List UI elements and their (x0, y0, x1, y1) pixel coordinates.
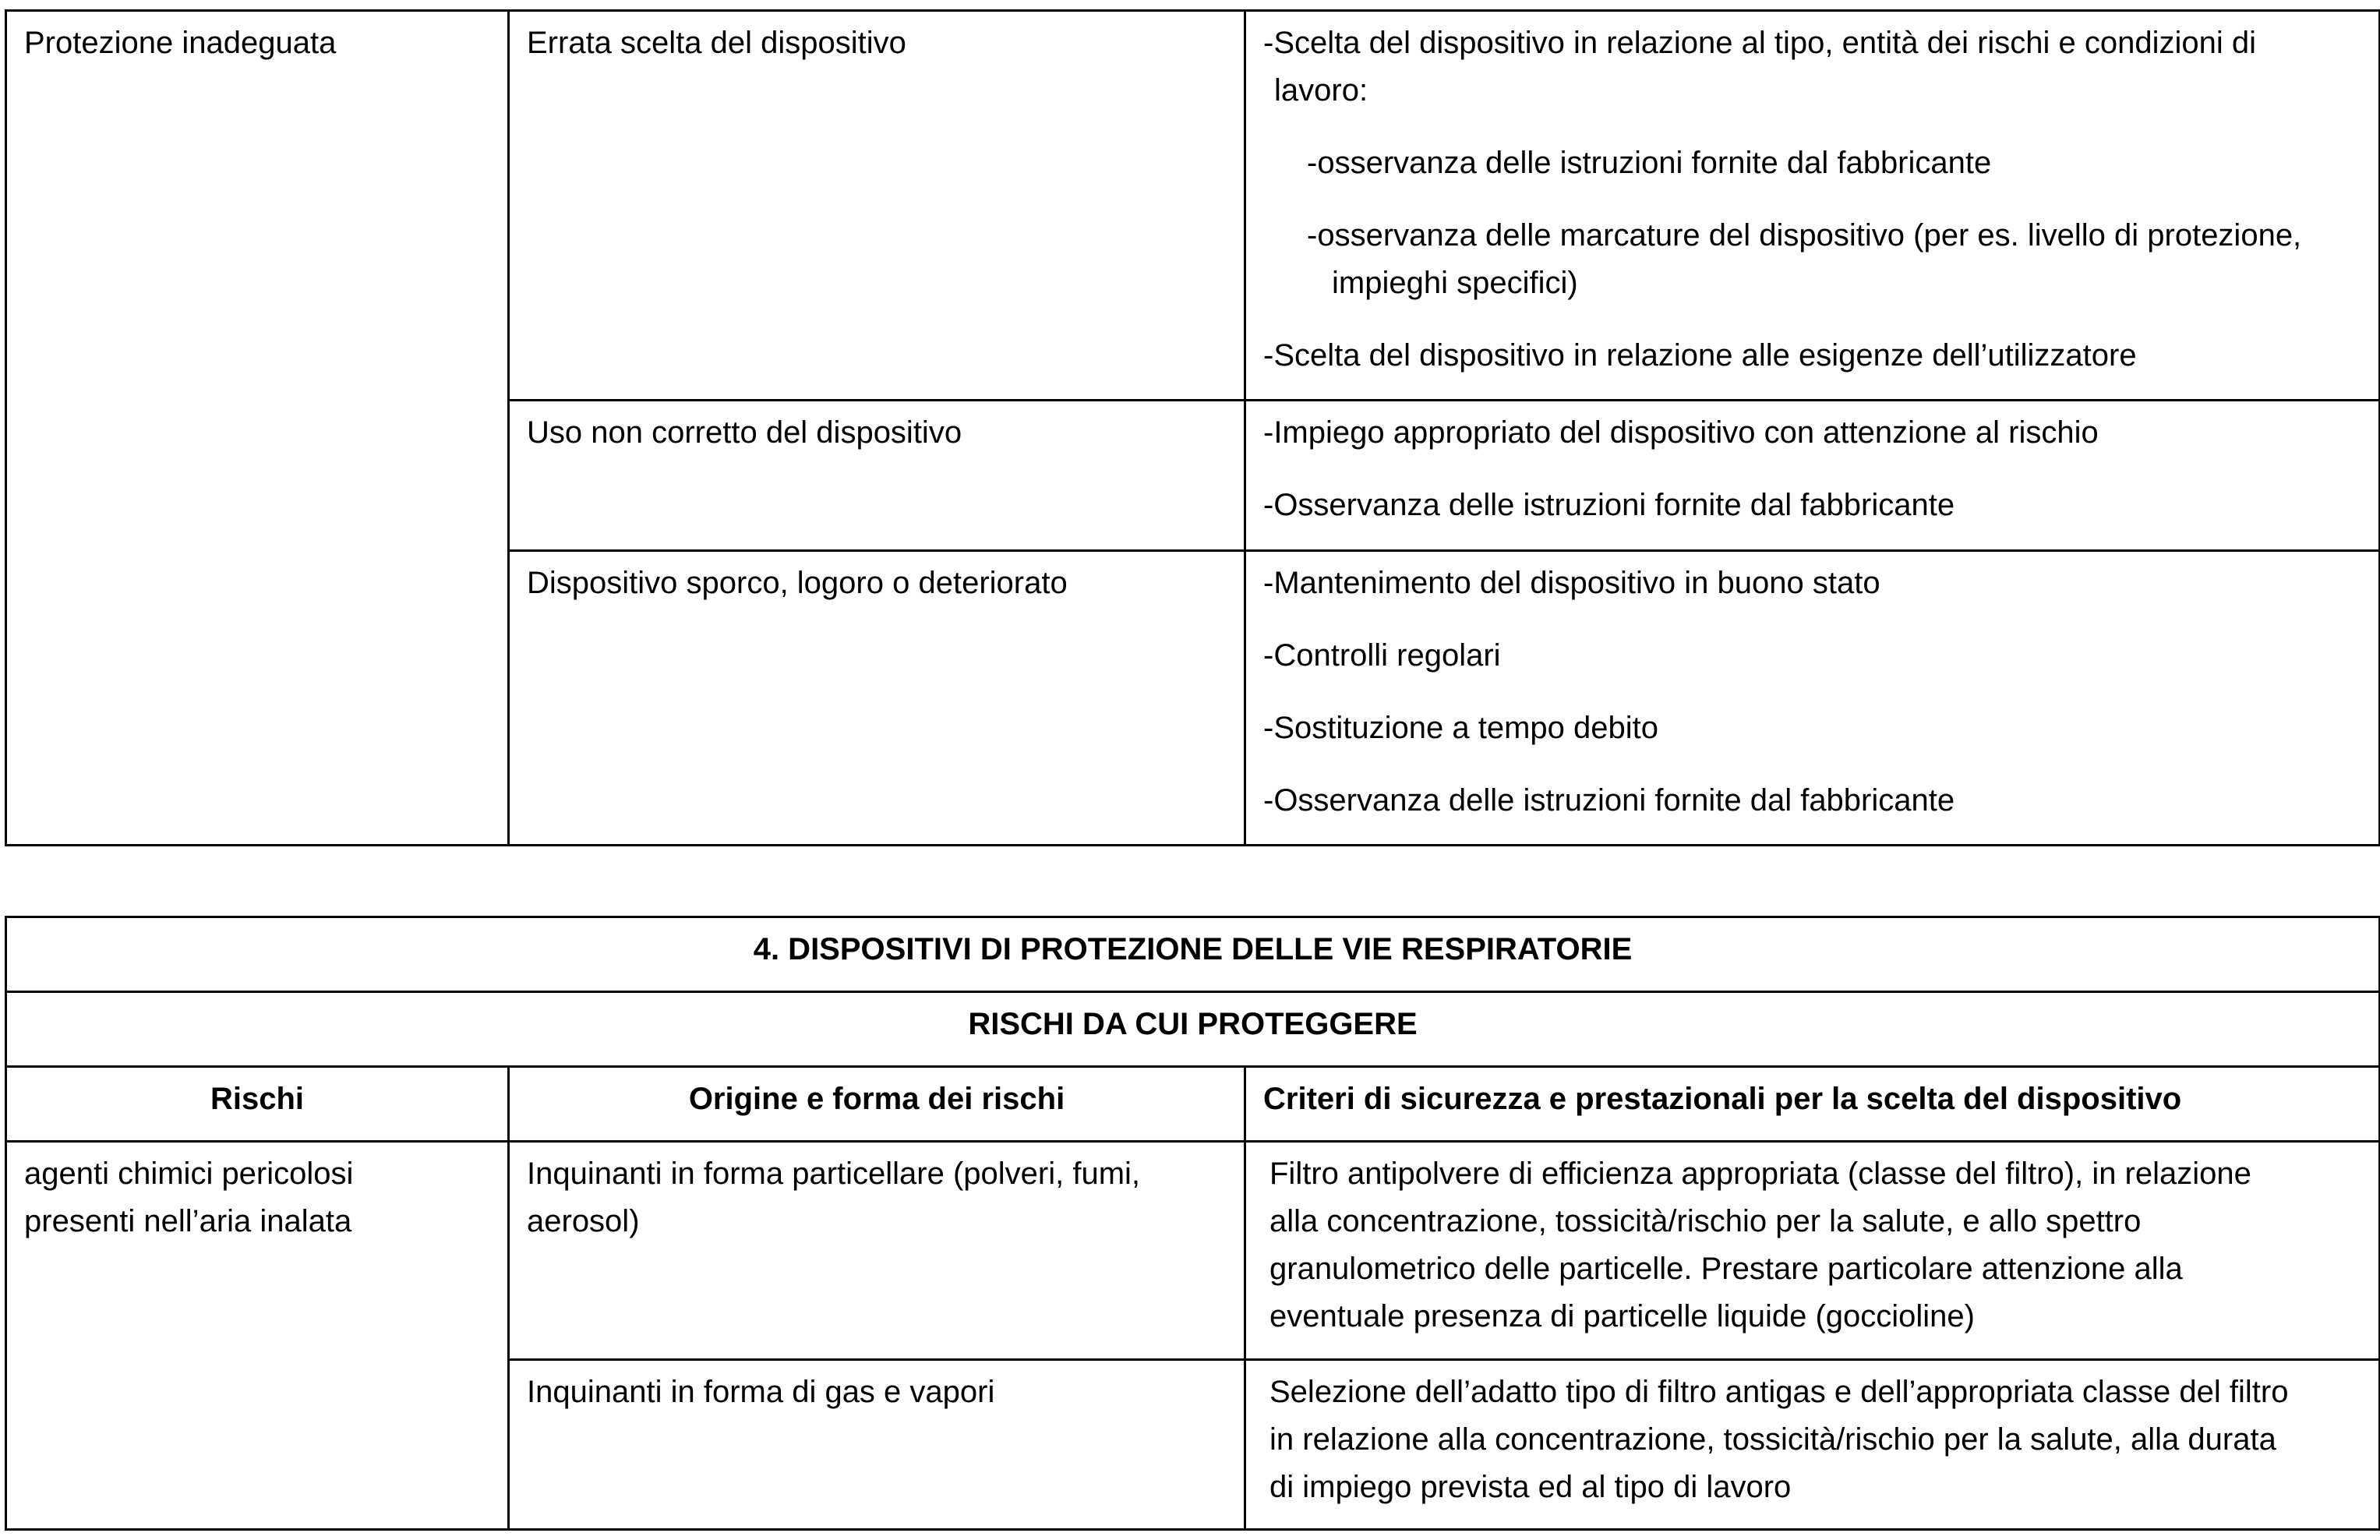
origin-text: Uso non corretto del dispositivo (527, 415, 962, 450)
origin-text: aerosol) (527, 1204, 640, 1238)
criteria-line: -osservanza delle istruzioni fornite dal fabbricante (1307, 146, 1992, 180)
origin-text: Dispositivo sporco, logoro o deteriorato (527, 566, 1068, 600)
column-header-row (6, 1067, 2380, 1142)
column-header-origin: Origine e forma dei rischi (509, 1067, 1245, 1142)
table-title-row (6, 917, 2380, 992)
origin-cell (509, 1142, 1245, 1360)
criteria-line: eventuale presenza di particelle liquide (goccioline) (1269, 1299, 1975, 1333)
criteria-line: di impiego prevista ed al tipo di lavoro (1269, 1470, 1792, 1504)
risk-text: agenti chimici pericolosi (24, 1157, 354, 1191)
table-row (6, 11, 2380, 401)
origin-cell (509, 551, 1245, 846)
column-header-risks: Rischi (6, 1067, 509, 1142)
criteria-line: -Impiego appropriato del dispositivo con attenzione al rischio (1263, 415, 2099, 450)
risk-cell (6, 11, 509, 846)
criteria-cell (1245, 551, 2380, 846)
risk-text: Protezione inadeguata (24, 26, 337, 60)
risk-cell (6, 1142, 509, 1530)
criteria-line: in relazione alla concentrazione, tossicità/rischio per la salute, alla durata (1269, 1422, 2276, 1457)
criteria-cell (1245, 401, 2380, 551)
column-header-criteria: Criteri di sicurezza e prestazionali per la scelta del dispositivo (1245, 1067, 2380, 1142)
section-title: 4. DISPOSITIVI DI PROTEZIONE DELLE VIE RESPIRATORIE (6, 917, 2380, 992)
origin-text: Errata scelta del dispositivo (527, 26, 906, 60)
respiratory-protection-table (5, 916, 2380, 1531)
criteria-cell (1245, 11, 2380, 401)
criteria-line: -Osservanza delle istruzioni fornite dal fabbricante (1263, 783, 1955, 818)
criteria-line: -Controlli regolari (1263, 638, 1501, 673)
criteria-line: lavoro: (1274, 73, 1368, 108)
origin-text: Inquinanti in forma particellare (polveri, fumi, (527, 1157, 1141, 1191)
criteria-line: granulometrico delle particelle. Prestare particolare attenzione alla (1269, 1252, 2183, 1286)
criteria-line: -Scelta del dispositivo in relazione alle esigenze dell’utilizzatore (1263, 338, 2137, 373)
origin-cell (509, 11, 1245, 401)
criteria-line: Filtro antipolvere di efficienza appropriata (classe del filtro), in relazione (1269, 1157, 2251, 1191)
criteria-cell (1245, 1360, 2380, 1530)
ppe-risk-table-continued (5, 9, 2380, 846)
criteria-cell (1245, 1142, 2380, 1360)
criteria-line: alla concentrazione, tossicità/rischio per la salute, e allo spettro (1269, 1204, 2142, 1238)
criteria-line: Selezione dell’adatto tipo di filtro antigas e dell’appropriata classe del filtro (1269, 1375, 2289, 1409)
criteria-line: -Osservanza delle istruzioni fornite dal fabbricante (1263, 488, 1955, 522)
section-subtitle: RISCHI DA CUI PROTEGGERE (6, 992, 2380, 1067)
table-row (6, 1142, 2380, 1360)
table-subtitle-row (6, 992, 2380, 1067)
origin-text: Inquinanti in forma di gas e vapori (527, 1375, 995, 1409)
criteria-line: -osservanza delle marcature del dispositivo (per es. livello di protezione, (1307, 218, 2302, 253)
origin-cell (509, 401, 1245, 551)
criteria-line: -Scelta del dispositivo in relazione al tipo, entità dei rischi e condizioni di (1263, 26, 2257, 60)
criteria-line: -Mantenimento del dispositivo in buono stato (1263, 566, 1880, 600)
origin-cell (509, 1360, 1245, 1530)
risk-text: presenti nell’aria inalata (24, 1204, 352, 1238)
criteria-line: impieghi specifici) (1332, 266, 1578, 300)
criteria-line: -Sostituzione a tempo debito (1263, 711, 1658, 745)
